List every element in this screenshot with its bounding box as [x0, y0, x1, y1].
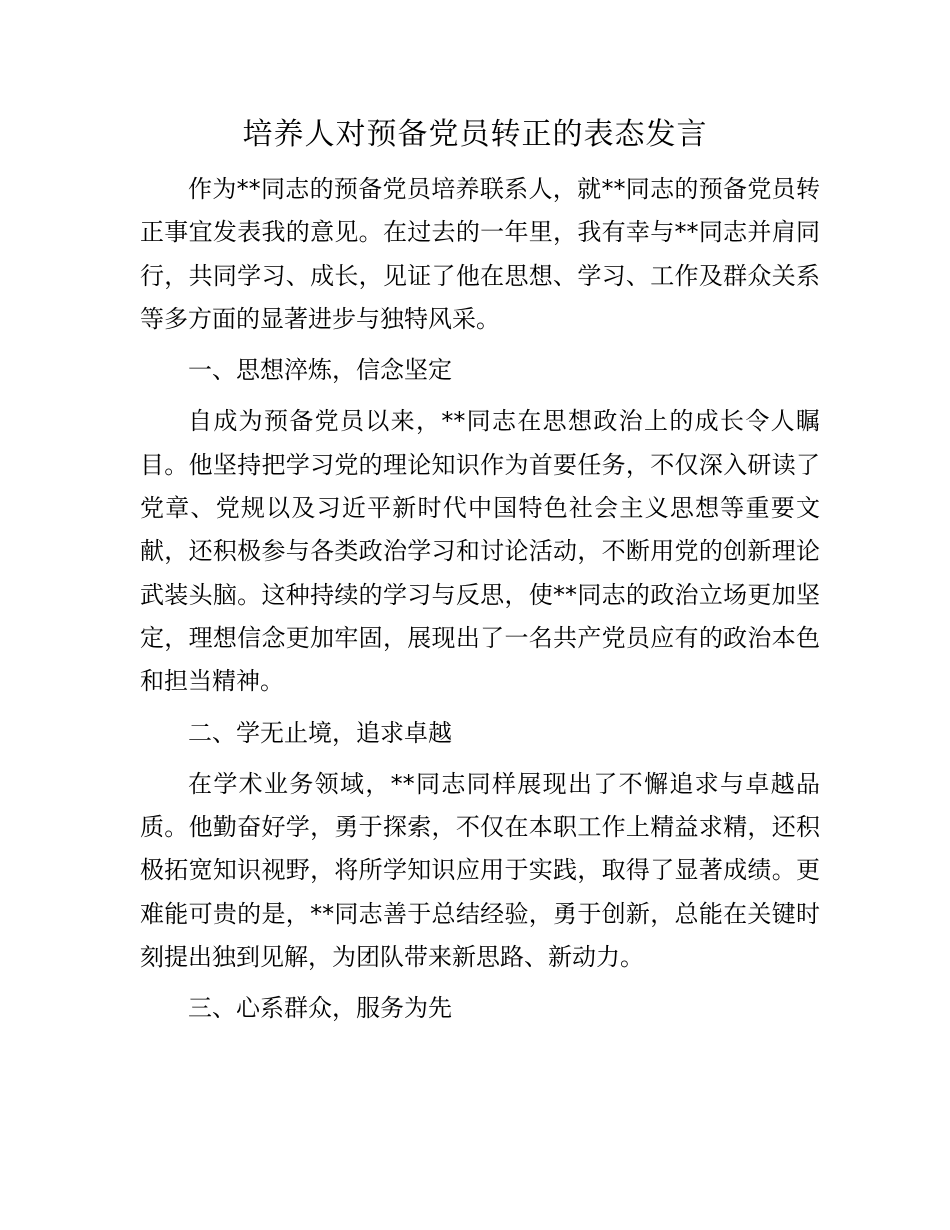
- section-1-paragraph: 自成为预备党员以来，**同志在思想政治上的成长令人瞩目。他坚持把学习党的理论知识作为首要任务，不仅深入研读了党章、党规以及习近平新时代中国特色社会主义思想等重要文献，还积极参与各类政治学习和讨论活动，不断用党的创新理论武装头脑。这种持续的学习与反思，使**同志的政治立场更加坚定，理想信念更加牢固，展现出了一名共产党员应有的政治本色和担当精神。: [140, 407, 820, 696]
- section-3-heading: 三、心系群众，服务为先: [188, 994, 452, 1023]
- intro-paragraph: 作为**同志的预备党员培养联系人，就**同志的预备党员转正事宜发表我的意见。在过去的一年里，我有幸与**同志并肩同行，共同学习、成长，见证了他在思想、学习、工作及群众关系等多方面的显著进步与独特风采。: [140, 175, 820, 333]
- document-body: [140, 168, 820, 1031]
- section-2-paragraph: 在学术业务领域，**同志同样展现出了不懈追求与卓越品质。他勤奋好学，勇于探索，不仅在本职工作上精益求精，还积极拓宽知识视野，将所学知识应用于实践，取得了显著成绩。更难能可贵的是，**同志善于总结经验，勇于创新，总能在关键时刻提出独到见解，为团队带来新思路、新动力。: [140, 769, 820, 972]
- section-2-heading: 二、学无止境，追求卓越: [188, 718, 452, 747]
- document-title: 培养人对预备党员转正的表态发言: [242, 117, 708, 152]
- section-1-heading: 一、思想淬炼，信念坚定: [188, 356, 452, 385]
